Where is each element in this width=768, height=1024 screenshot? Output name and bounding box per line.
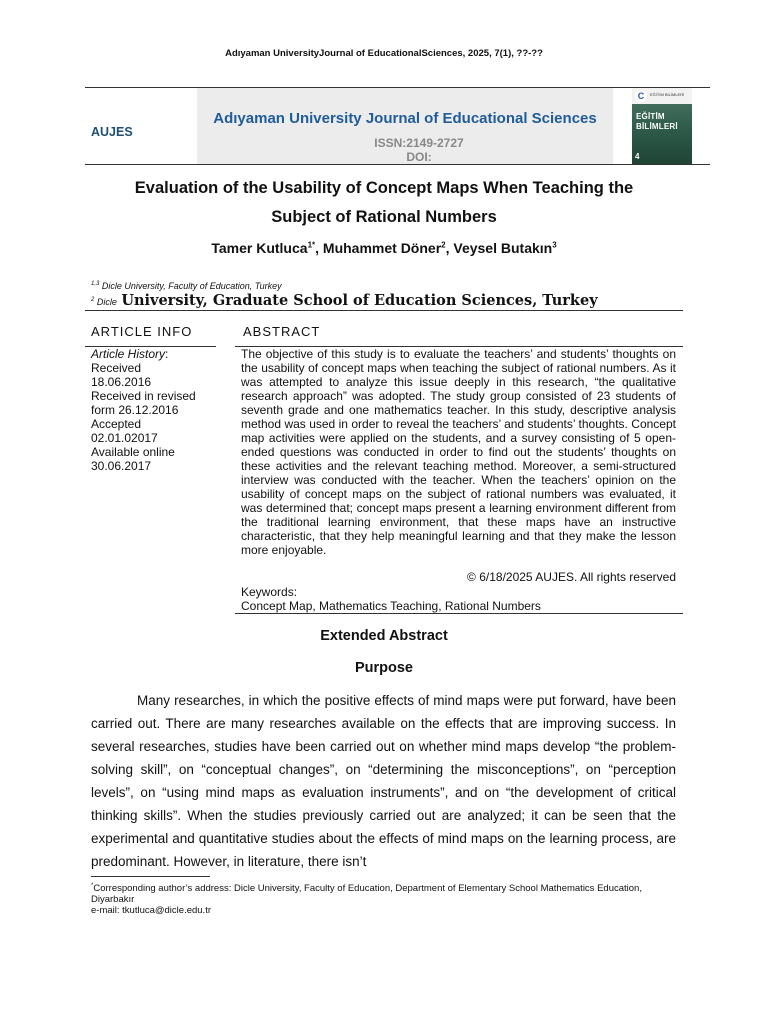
abstract-bottom-rule bbox=[235, 613, 683, 614]
author-sup: 2 bbox=[441, 240, 446, 250]
history-line: Received in revised bbox=[91, 389, 196, 403]
author-name: Tamer Kutluca bbox=[211, 240, 308, 256]
title-line-1: Evaluation of the Usability of Concept Maps When Teaching the bbox=[134, 179, 634, 197]
cover-logo-icon: C bbox=[635, 90, 647, 102]
title-line-2: Subject of Rational Numbers bbox=[271, 208, 497, 226]
paper-title bbox=[80, 174, 688, 232]
corresponding-email: e-mail: tkutluca@dicle.edu.tr bbox=[91, 905, 211, 916]
author-name: Muhammet Döner bbox=[322, 240, 442, 256]
affiliation-text: Dicle University, Faculty of Education, Turkey bbox=[101, 281, 282, 291]
purpose-paragraph: Many researches, in which the positive effects of mind maps were put forward, have been carried out. There are many researches available on the effects that are improving success. In several researches, studies have been carried out on whether mind maps develop “the problem-solving skill”, on “conceptual changes”, on “determining the misconceptions”, on “perception levels”, on “using mind maps as evaluation instruments”, and on “the development of critical thinking skills”. When the studies previously carried out are analyzed; it can be seen that the experimental and quantitative studies about the effects of mind maps on the learning process, are predominant. However, in literature, there isn’t bbox=[91, 693, 676, 869]
footnote-rule bbox=[91, 876, 210, 877]
history-line: Accepted bbox=[91, 417, 142, 431]
keywords: Concept Map, Mathematics Teaching, Rational Numbers bbox=[241, 599, 541, 613]
cover-word-1: EĞİTİM bbox=[636, 112, 665, 121]
history-line: 18.06.2016 bbox=[91, 375, 152, 389]
cover-small-text: EĞİTİM BİLİMLERİ bbox=[650, 92, 685, 97]
keywords-label: Keywords: bbox=[241, 585, 298, 599]
affiliation-sup: 1,3 bbox=[91, 281, 100, 287]
history-line: 02.01.02017 bbox=[91, 431, 158, 445]
footnote-text: Corresponding author’s address: Dicle University, Faculty of Education, Department of Elementary School Mathematics Education, Diyarbakır bbox=[91, 883, 642, 906]
history-label: Article History bbox=[91, 347, 166, 361]
journal-cover-image bbox=[632, 88, 692, 164]
doi: DOI: bbox=[406, 150, 432, 164]
article-history bbox=[91, 347, 216, 473]
history-line: form 26.12.2016 bbox=[91, 403, 179, 417]
cover-number: 4 bbox=[635, 152, 640, 161]
authors bbox=[80, 240, 688, 256]
article-info-heading: ARTICLE INFO bbox=[91, 324, 193, 339]
footnote bbox=[91, 881, 676, 905]
purpose-heading: Purpose bbox=[354, 660, 413, 676]
abstract-text: The objective of this study is to evaluate the teachers’ and students’ thoughts on the usability of concept maps when teaching the subject of rational numbers. As it was attempted to analyze this issue deeply in this research, “the qualitative research approach” was adopted. The study group consisted of 23 students of seventh grade and one mathematics teacher. In this study, descriptive analysis method was used in order to reveal the teachers’ and students’ thoughts. Concept map activities were applied on the students, and a survey consisting of 5 open-ended questions was conducted in order to find out the students’ thoughts on these activities and the relevant teaching method. Moreover, a semi-structured interview was conducted with the teacher. When the teachers’ opinion on the usability of concept maps on the subject of rational numbers was evaluated, it was determined that; concept maps present a learning environment different from the traditional learning environment, that these maps have an instructive characteristic, that they help meaningful learning and that they make the lesson more enjoyable. bbox=[241, 347, 676, 557]
affiliation-prefix: Dicle bbox=[96, 297, 117, 307]
history-line: Received bbox=[91, 361, 142, 375]
issn: ISSN:2149-2727 bbox=[374, 136, 464, 150]
footnote-marker: * bbox=[91, 883, 94, 889]
abstract-heading: ABSTRACT bbox=[243, 324, 321, 339]
author-sup: 1* bbox=[307, 240, 316, 250]
history-colon: : bbox=[165, 347, 169, 361]
affiliation-text: University, Graduate School of Education Sciences, Turkey bbox=[121, 292, 598, 309]
affiliation-1 bbox=[91, 281, 282, 291]
history-line: Available online bbox=[91, 445, 175, 459]
history-line: 30.06.2017 bbox=[91, 459, 152, 473]
extended-abstract-heading: Extended Abstract bbox=[320, 628, 448, 644]
header-bottom-rule bbox=[85, 164, 710, 165]
cover-word-2: BİLİMLERİ bbox=[636, 122, 678, 131]
journal-title: Adıyaman University Journal of Educational Sciences bbox=[213, 110, 597, 127]
journal-abbrev: AUJES bbox=[91, 125, 133, 139]
author-sup: 3 bbox=[552, 240, 557, 250]
affiliation-sup: 2 bbox=[91, 297, 95, 303]
running-head: Adıyaman UniversityJournal of EducationalSciences, 2025, 7(1), ??-?? bbox=[225, 48, 543, 59]
author-separator: , bbox=[315, 240, 323, 256]
author-name: Veysel Butakın bbox=[453, 240, 553, 256]
info-top-rule bbox=[85, 310, 683, 311]
affiliation-2 bbox=[91, 292, 598, 310]
copyright-notice: © 6/18/2025 AUJES. All rights reserved bbox=[467, 570, 676, 584]
author-separator: , bbox=[445, 240, 454, 256]
